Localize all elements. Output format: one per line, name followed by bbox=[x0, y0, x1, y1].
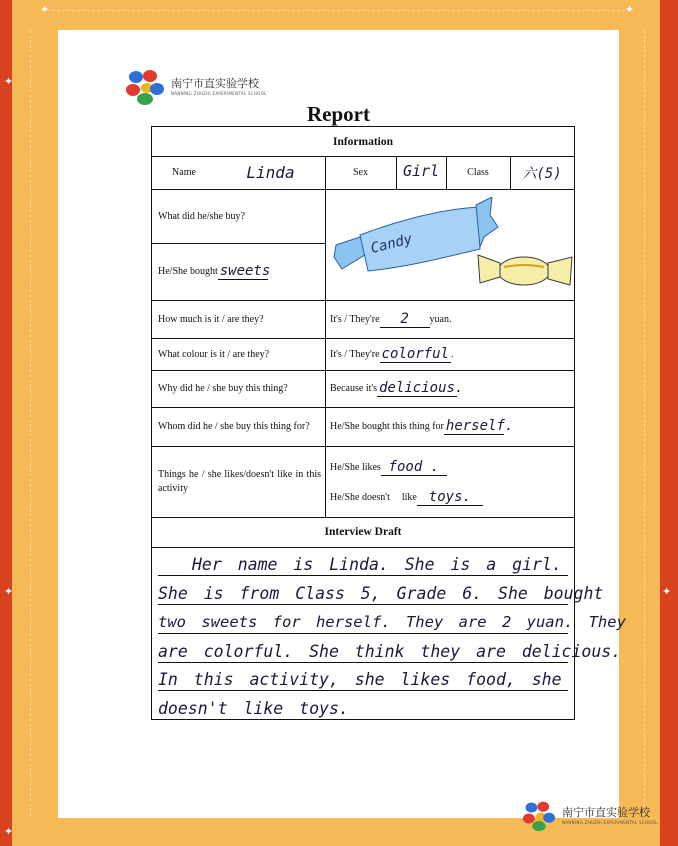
answer-likes bbox=[330, 457, 570, 477]
class-label: Class bbox=[467, 167, 489, 178]
school-emblem-icon bbox=[520, 800, 558, 832]
school-name-cn: 南宁市直实验学校 bbox=[562, 806, 650, 819]
sex-value: Girl bbox=[402, 162, 440, 180]
answer-buy-prefix: He/She bought bbox=[158, 266, 218, 277]
answer-buy bbox=[158, 243, 323, 300]
sparkle-icon: ✦ bbox=[4, 825, 14, 838]
school-emblem-icon bbox=[124, 68, 166, 106]
answer-whom-prefix: He/She bought this thing for bbox=[330, 421, 444, 432]
sparkle-icon: ✦ bbox=[4, 75, 14, 88]
answer-likes-prefix: He/She likes bbox=[330, 461, 381, 473]
question-whom: Whom did he / she buy this thing for? bbox=[158, 421, 310, 432]
report-table bbox=[151, 126, 626, 720]
answer-dislikes bbox=[330, 487, 570, 507]
answer-colour-value: colorful bbox=[381, 345, 449, 362]
information-header: Information bbox=[332, 135, 394, 148]
answer-why-value: delicious. bbox=[379, 380, 464, 396]
draft-line: two sweets for herself. They are 2 yuan. They bbox=[158, 613, 626, 631]
candy-label: Candy bbox=[369, 231, 414, 257]
answer-likes-value: food . bbox=[381, 459, 447, 476]
question-colour: What colour is it / are they? bbox=[158, 348, 270, 360]
sparkle-icon: ✦ bbox=[662, 585, 672, 598]
sparkle-icon: ✦ bbox=[4, 585, 14, 598]
interview-draft-header: Interview Draft bbox=[324, 526, 402, 538]
answer-cost-suffix: yuan. bbox=[429, 313, 452, 325]
report-title: Report bbox=[307, 102, 370, 126]
answer-why-prefix: Because it's bbox=[330, 383, 378, 394]
question-why: Why did he / she buy this thing? bbox=[158, 383, 288, 394]
answer-whom bbox=[330, 407, 570, 446]
question-cost: How much is it / are they? bbox=[158, 313, 264, 325]
name-value: Linda bbox=[246, 163, 295, 182]
sparkle-icon: ✦ bbox=[625, 3, 635, 16]
frame-line bbox=[644, 30, 646, 816]
class-value: 六(5) bbox=[522, 165, 562, 182]
answer-buy-value: sweets bbox=[219, 263, 271, 279]
frame-line bbox=[30, 30, 32, 816]
frame-line bbox=[42, 10, 630, 12]
question-likes: Things he / she likes/doesn't like in this activity bbox=[158, 468, 321, 494]
school-logo bbox=[124, 68, 267, 106]
answer-why bbox=[330, 370, 570, 407]
corner-school-logo bbox=[520, 800, 658, 832]
answer-cost-prefix: It's / They're bbox=[330, 313, 380, 325]
school-name-en: NANNING ZHUZHI EXPERIMENTAL SCHOOL bbox=[171, 91, 267, 96]
answer-cost bbox=[330, 300, 570, 338]
answer-colour-prefix: It's / They're bbox=[330, 348, 380, 360]
draft-line: In this activity, she likes food, she bbox=[158, 670, 562, 689]
question-buy: What did he/she buy? bbox=[158, 210, 245, 222]
name-label: Name bbox=[172, 167, 196, 178]
answer-dislikes-value: toys. bbox=[417, 489, 483, 506]
answer-dislikes-prefix: He/She doesn't bbox=[330, 491, 390, 503]
answer-colour bbox=[330, 338, 570, 370]
answer-colour-suffix: . bbox=[450, 348, 454, 360]
answer-whom-value: herself. bbox=[445, 418, 514, 434]
draft-line: She is from Class 5, Grade 6. She bought bbox=[158, 584, 604, 603]
worksheet-page bbox=[58, 30, 626, 818]
answer-cost-value: 2 bbox=[380, 311, 430, 328]
answer-dislikes-mid: like bbox=[401, 491, 417, 503]
sex-label: Sex bbox=[353, 167, 368, 178]
sparkle-icon: ✦ bbox=[40, 3, 50, 16]
draft-line: Her name is Linda. She is a girl. bbox=[192, 555, 562, 574]
draft-line: doesn't like toys. bbox=[158, 699, 349, 718]
draft-line: are colorful. She think they are delicious. bbox=[158, 642, 622, 661]
candy-drawing bbox=[328, 197, 576, 297]
school-name-en: NANNING ZHUZHI EXPERIMENTAL SCHOOL bbox=[562, 820, 658, 825]
school-name-cn: 南宁市直实验学校 bbox=[171, 77, 259, 90]
